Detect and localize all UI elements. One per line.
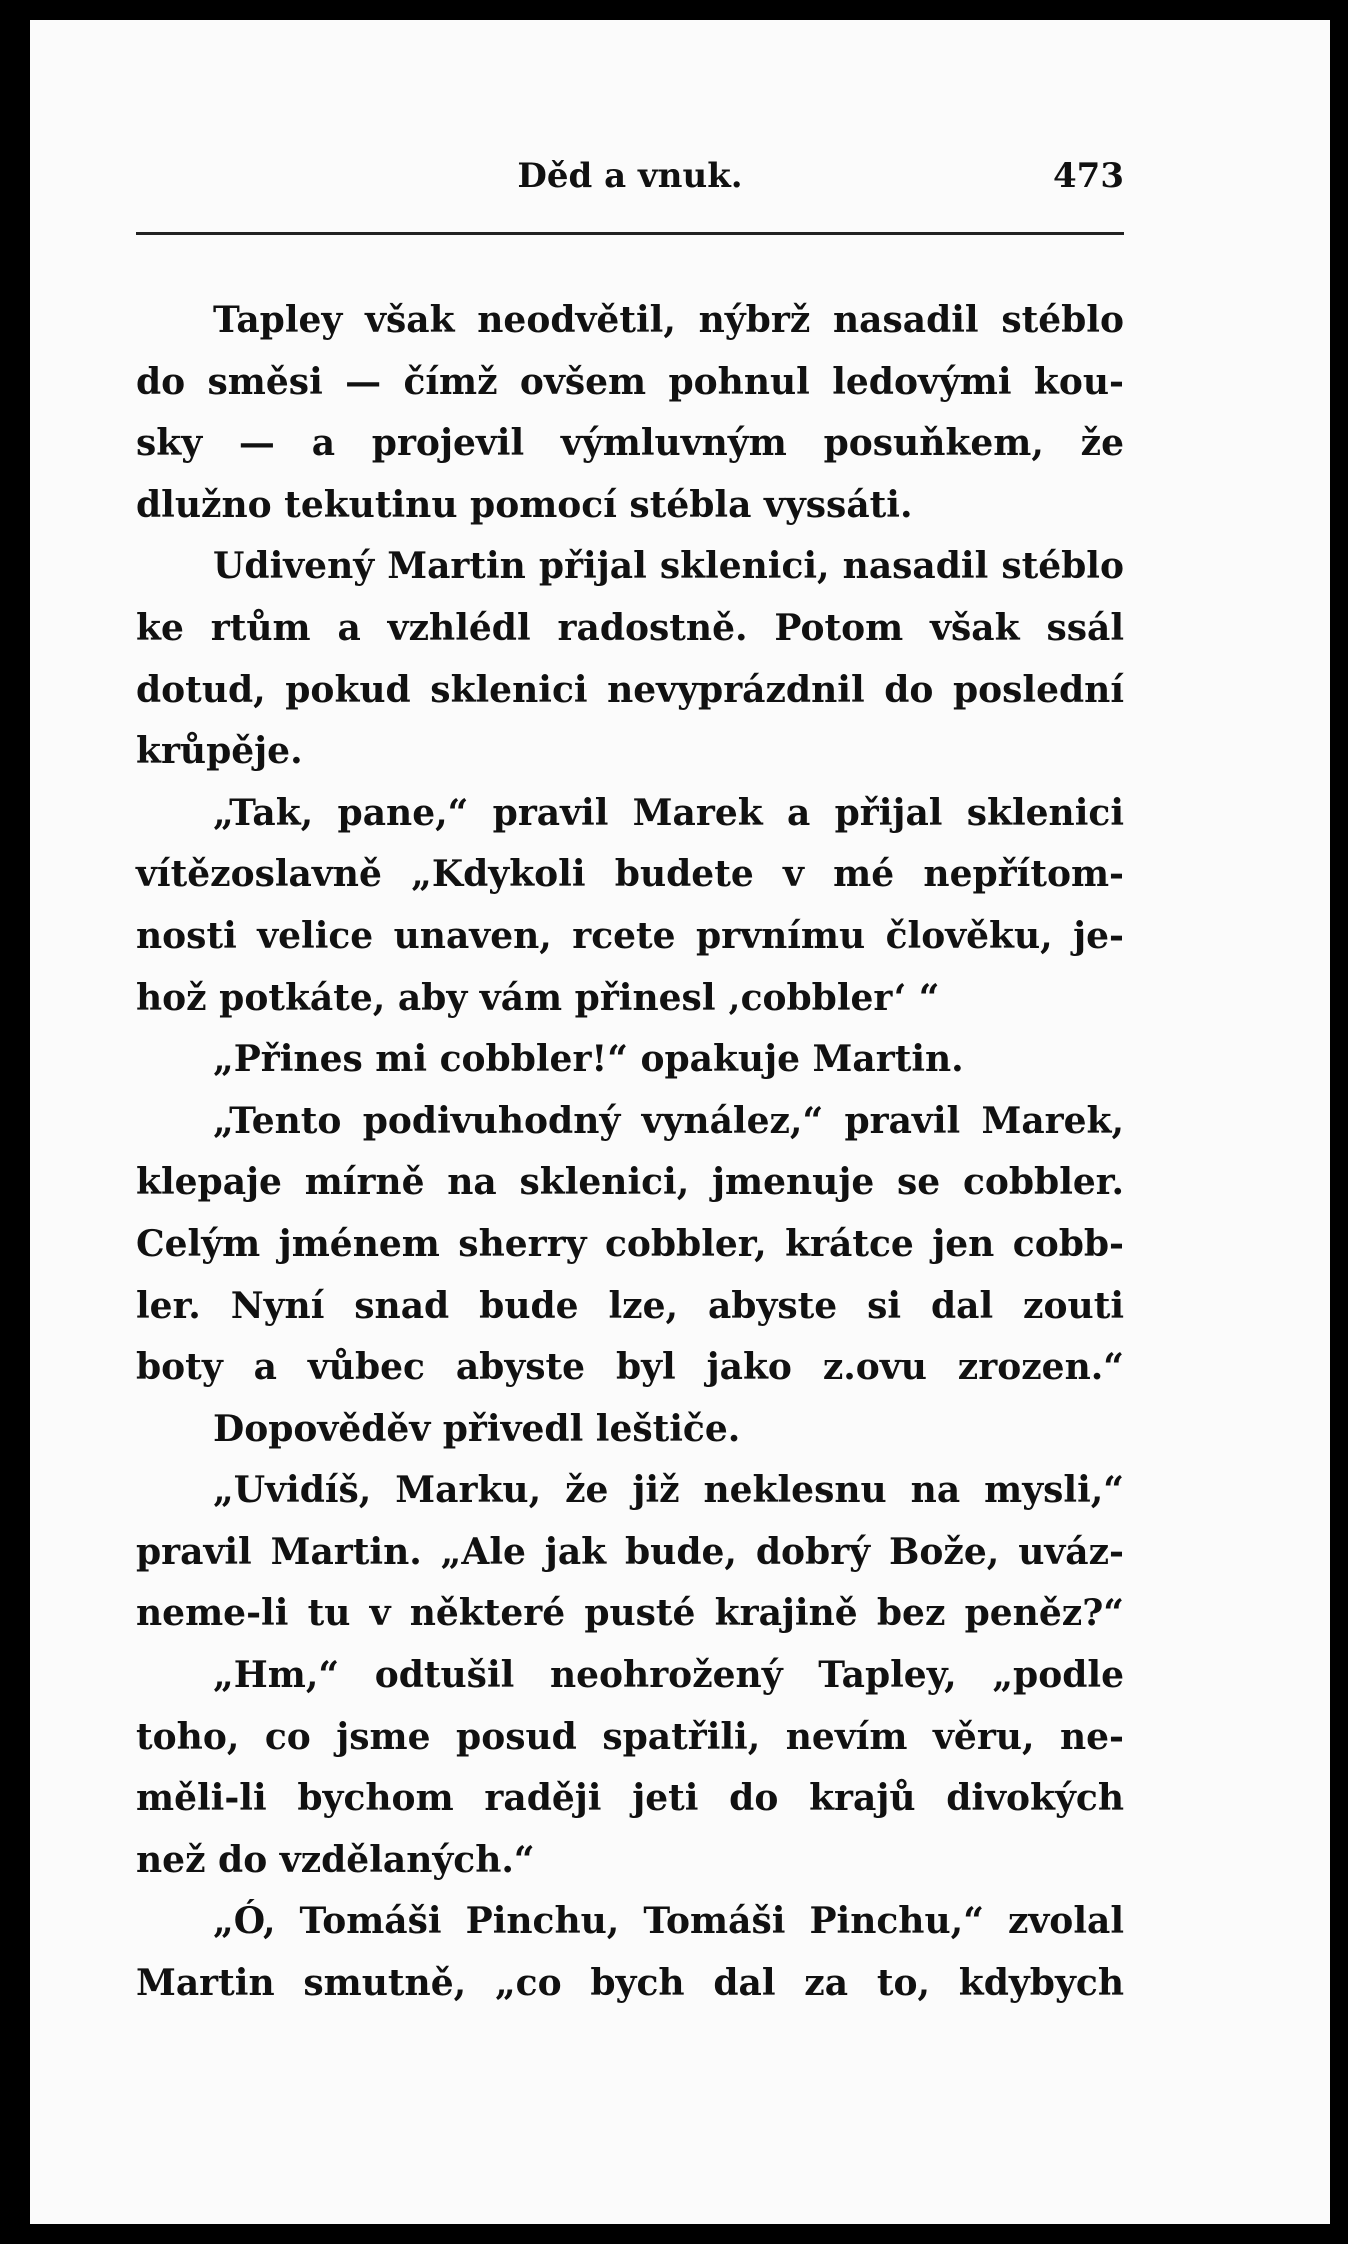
text-line: neme-li tu v některé pusté krajině bez peněz?“ bbox=[136, 1592, 1124, 1635]
text-line: krůpěje. bbox=[136, 730, 303, 773]
text-line: Martin smutně, „co bych dal za to, kdybych bbox=[136, 1962, 1124, 2005]
text-line: Celým jménem sherry cobbler, krátce jen cobb- bbox=[136, 1222, 1124, 1265]
page-number: 473 bbox=[1053, 156, 1124, 196]
body-text bbox=[136, 290, 1124, 2015]
text-line: hož potkáte, aby vám přinesl ‚cobbler‘ “ bbox=[136, 976, 940, 1019]
text-line: vítězoslavně „Kdykoli budete v mé nepřítom- bbox=[136, 853, 1124, 896]
text-line: „Přines mi cobbler!“ opakuje Martin. bbox=[213, 1038, 964, 1081]
text-line: dotud, pokud sklenici nevyprázdnil do poslední bbox=[136, 668, 1124, 711]
text-line: „Ó, Tomáši Pinchu, Tomáši Pinchu,“ zvolal bbox=[213, 1900, 1124, 1943]
text-line: Udivený Martin přijal sklenici, nasadil stéblo bbox=[213, 545, 1124, 588]
text-line: než do vzdělaných.“ bbox=[136, 1838, 535, 1881]
text-line: „Tento podivuhodný vynález,“ pravil Marek, bbox=[213, 1099, 1124, 1142]
text-line: Dopověděv přivedl leštiče. bbox=[213, 1407, 741, 1450]
header-rule bbox=[136, 232, 1124, 235]
text-line: dlužno tekutinu pomocí stébla vyssáti. bbox=[136, 483, 913, 526]
text-line: měli-li bychom raději jeti do krajů divokých bbox=[136, 1777, 1124, 1820]
text-line: do směsi — čímž ovšem pohnul ledovými kou- bbox=[136, 360, 1124, 403]
text-line: pravil Martin. „Ale jak bude, dobrý Bože, uváz- bbox=[136, 1530, 1124, 1573]
running-title: Děd a vnuk. bbox=[517, 156, 743, 196]
running-header bbox=[136, 150, 1124, 210]
text-line: ler. Nyní snad bude lze, abyste si dal zouti bbox=[136, 1284, 1124, 1327]
text-line: sky — a projevil výmluvným posuňkem, že bbox=[136, 422, 1124, 465]
text-line: nosti velice unaven, rcete prvnímu člověku, je- bbox=[136, 914, 1124, 957]
text-line: „Uvidíš, Marku, že již neklesnu na mysli,“ bbox=[213, 1469, 1124, 1512]
book-page bbox=[30, 20, 1330, 2224]
text-line: Tapley však neodvětil, nýbrž nasadil stéblo bbox=[213, 299, 1124, 341]
text-line: boty a vůbec abyste byl jako z.ovu zrozen.“ bbox=[136, 1346, 1124, 1389]
text-line: „Hm,“ odtušil neohrožený Tapley, „podle bbox=[213, 1654, 1124, 1697]
text-line: toho, co jsme posud spatřili, nevím věru, ne- bbox=[136, 1715, 1124, 1758]
text-line: klepaje mírně na sklenici, jmenuje se cobbler. bbox=[136, 1161, 1124, 1204]
text-line: ke rtům a vzhlédl radostně. Potom však ssál bbox=[136, 606, 1124, 649]
text-line: „Tak, pane,“ pravil Marek a přijal sklenici bbox=[213, 791, 1124, 834]
